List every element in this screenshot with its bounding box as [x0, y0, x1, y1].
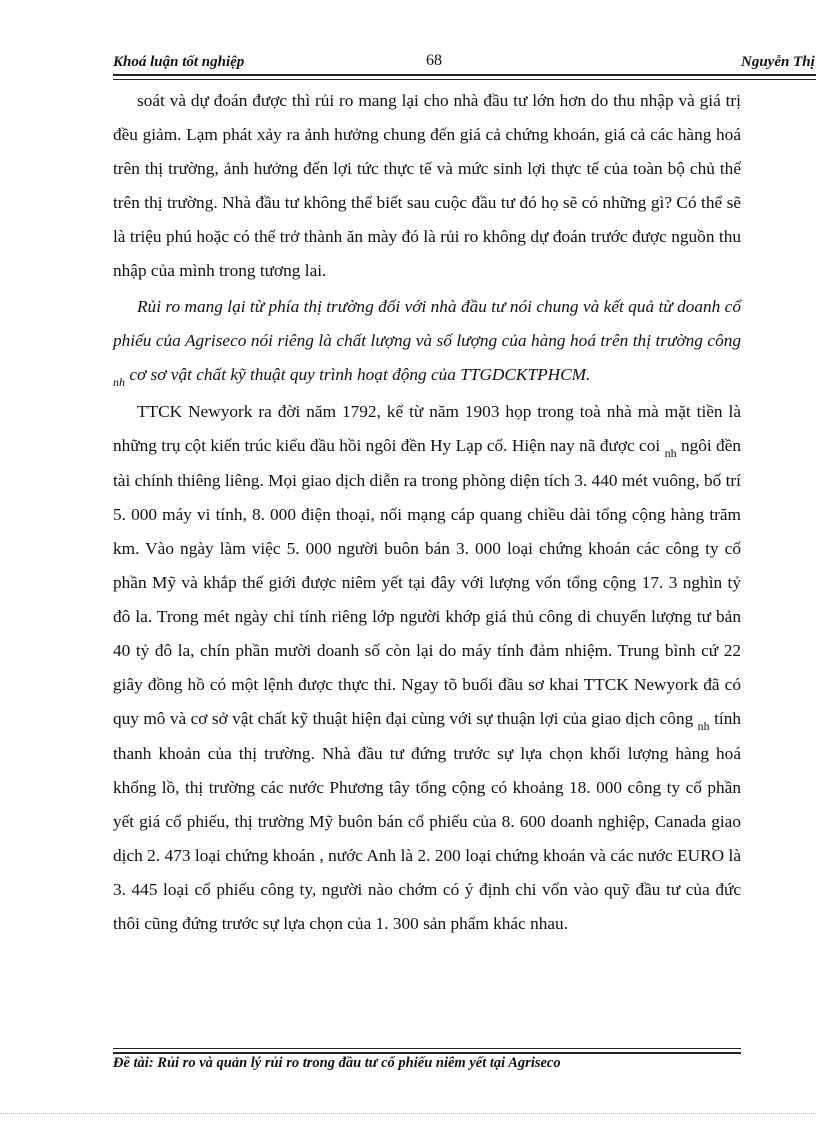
page-number: 68 [426, 52, 442, 69]
paragraph-nyse [113, 395, 741, 941]
page-header [113, 52, 816, 74]
page-edge-dotted-line [0, 1113, 816, 1114]
subscript-fragment: nh [664, 446, 677, 460]
paragraph-text: soát và dự đoán được thì rủi ro mang lại cho nhà đầu tư lớn hơn do thu nhập và giá trị đều giảm. Lạm phát xảy ra ảnh hưởng chung đến giá cả chứng khoán, giá cả các hàng hoá trên thị trường, ảnh hưởng đến lợi tức thực tế và mức sinh lợi thực tế của toàn bộ chủ thể trên thị trường. Nhà đầu tư không thể biết sau cuộc đầu tư đó họ sẽ có những gì? Có thể sẽ là triệu phú hoặc có thể trở thành ăn mày đó là rủi ro không dự đoán trước được nguồn thu nhập của mình trong tương lai. [113, 91, 741, 280]
paragraph-text: tính thanh khoản của thị trường. Nhà đầu tư đứng trước sự lựa chọn khối lượng hàng hoá khổng lồ, thị trường các nước Phương tây tổng cộng có khoảng 18. 000 công ty cổ phần yết giá cổ phiếu, thị trường Mỹ buôn bán cổ phiếu của 8. 600 doanh nghiệp, Canada giao dịch 2. 473 loại chứng khoán , nước Anh là 2. 200 loại chứng khoán và các nước EURO là 3. 445 loại cổ phiếu công ty, người nào chớm có ý định chi vốn vào quỹ đầu tư của đức thôi cũng đứng trước sự lựa chọn của 1. 300 sản phẩm khác nhau. [113, 709, 741, 933]
document-body [113, 84, 741, 941]
page-footer: Đề tài: Rủi ro và quản lý rủi ro trong đầu tư cổ phiếu niêm yết tại Agriseco [113, 1055, 561, 1071]
header-author: Nguyễn Thị [741, 54, 815, 70]
header-rule-thin [113, 79, 816, 80]
paragraph-text: Rủi ro mang lại từ phía thị trường đối với nhà đầu tư nói chung và kết quả từ doanh cổ phiếu của Agriseco nói riêng là chất lượng và số lượng của hàng hoá trên thị trường công [113, 297, 741, 350]
subscript-fragment: nh [697, 719, 710, 733]
paragraph-inflation-risk [113, 84, 741, 288]
paragraph-text: cơ sơ vật chất kỹ thuật quy trình hoạt động của TTGDCKTPHCM. [129, 365, 591, 384]
footer-rule-thin [113, 1048, 741, 1049]
footer-rule-thick [113, 1052, 741, 1054]
header-thesis-label: Khoá luận tốt nghiệp [113, 54, 245, 70]
header-rule-thick [113, 74, 816, 76]
paragraph-text: TTCK Newyork ra đời năm 1792, kể từ năm 1903 họp trong toà nhà mà mặt tiền là những trụ cột kiến trúc kiểu đầu hồi ngôi đền Hy Lạp cổ. Hiện nay nã được coi [113, 402, 741, 455]
paragraph-market-risk [113, 290, 741, 393]
subscript-fragment: nh [113, 375, 125, 389]
paragraph-text: ngôi đền tài chính thiêng liêng. Mọi giao dịch diễn ra trong phòng diện tích 3. 440 mét vuông, bố trí 5. 000 máy vi tính, 8. 000 điện thoại, nối mạng cáp quang chiều dài tổng cộng hàng trăm km. Vào ngày làm việc 5. 000 người buôn bán 3. 000 loại chứng khoán các công ty cổ phần Mỹ và khắp thế giới được niêm yết tại đây với lượng vốn tổng cộng 17. 3 nghìn tỷ đô la. Trong mét ngày chỉ tính riêng lớp người khớp giá thủ công di chuyển lượng tư bản 40 tỷ đô la, chín phần mười doanh số còn lại do máy tính đảm nhiệm. Trung bình cứ 22 giây đồng hồ có một lệnh được thực thi. Ngay tõ buổi đầu sơ khai TTCK Newyork đã có quy mô và cơ sở vật chất kỹ thuật hiện đại cùng với sự thuận lợi của giao dịch công [113, 436, 742, 728]
